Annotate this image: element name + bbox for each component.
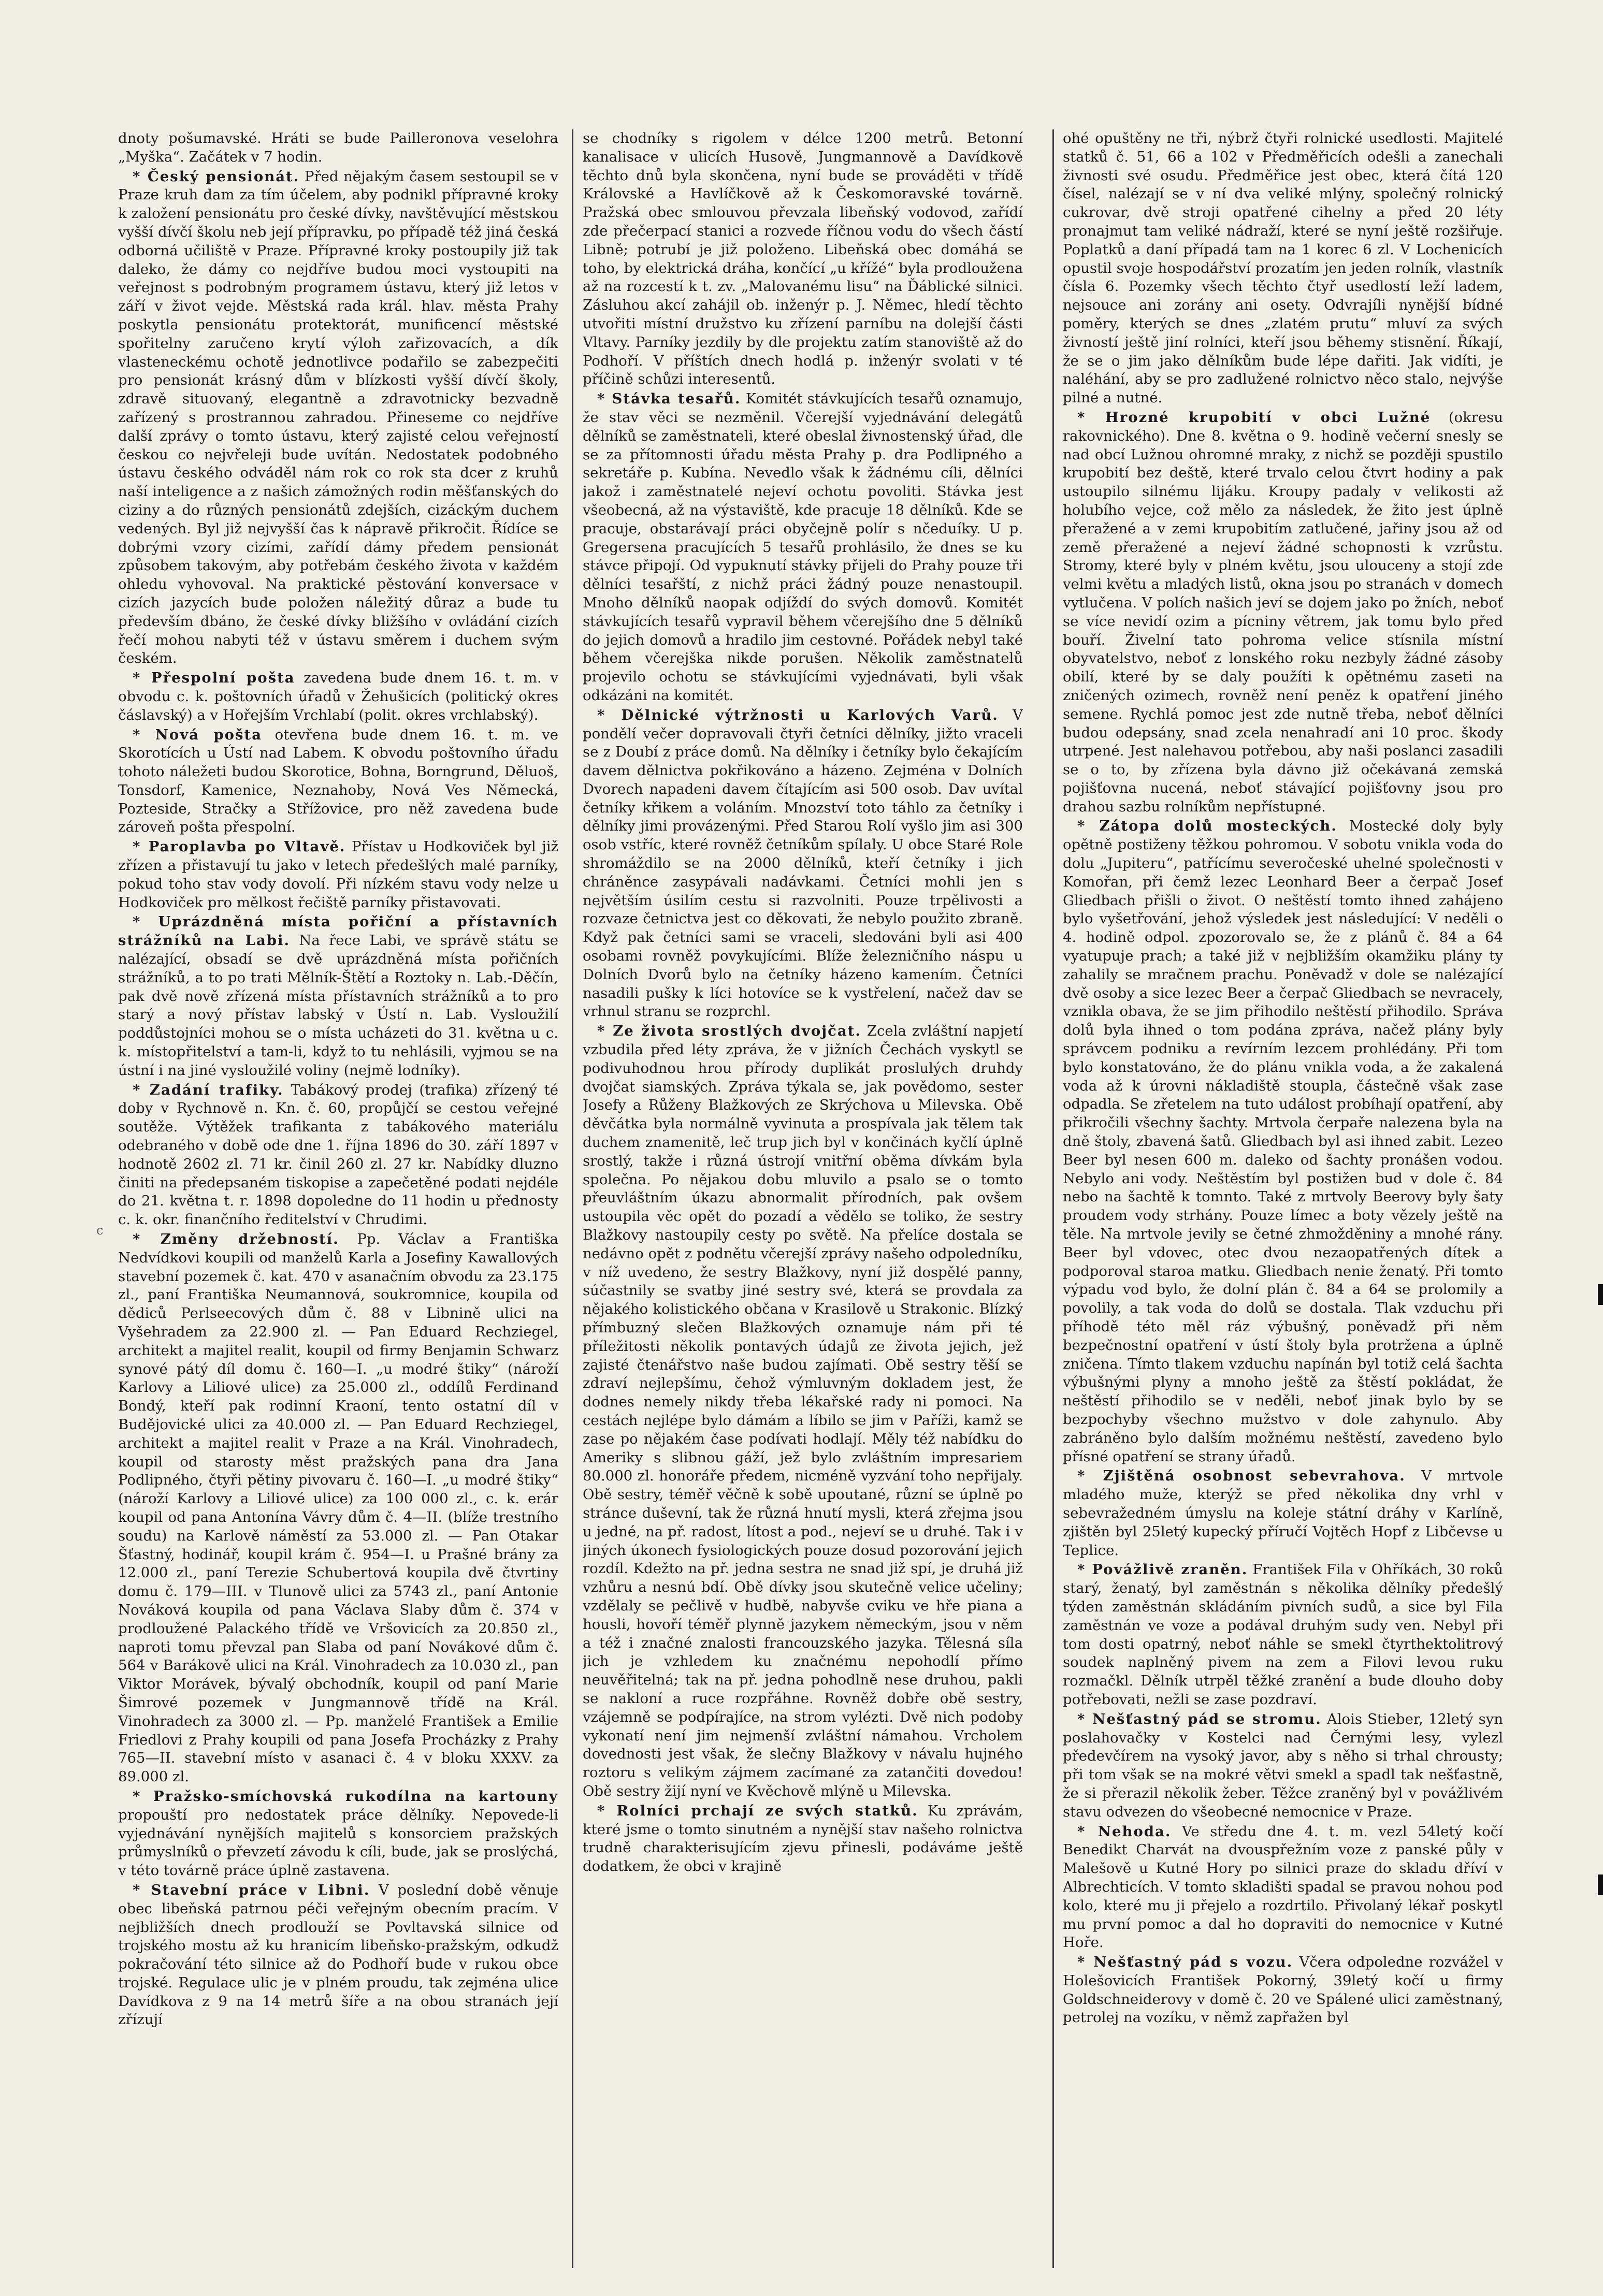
article (118, 726, 558, 837)
article-heading: * Ze života srostlých dvojčat. (597, 1023, 861, 1040)
article-heading: * Povážlivě zraněn. (1077, 1561, 1248, 1578)
column-rule-2 (1052, 129, 1054, 2268)
article (1063, 1953, 1503, 2027)
margin-mark: c (96, 1223, 104, 1238)
column-rule-1 (572, 129, 573, 2268)
article-heading: * Nová pošta (133, 726, 263, 743)
article-text: V mrtvole mladého muže, kterýž se před několika dny vrhl v sebevražedném úmyslu na koleje státní dráhy v Karlíně, zjištěn byl 25letý kupecký příručí Vojtěch Hopf z Libčevse u Teplice. (1063, 1467, 1503, 1559)
article-text: ohé opuštěny ne tři, nýbrž čtyři rolnické usedlosti. Majitelé statků č. 51, 66 a 102 v Předměřicích odešli a zanechali živnosti své osudu. Předměřice jest obec, která čítá 120 čísel, nalézají se v ní dva veliké mlýny, společný rolnický cukrovar, dvě stroji opatřené cihelny a před 20 léty pronajmut tam veliké nádraží, které se nyní ještě rozšiřuje. Poplatků a daní případá tam na 1 korec 6 zl. V Lochenicích opustil svoje hospodářství prozatím jen jeden rolník, vlastník čísla 6. Pozemky všech těchto čtyř usedlostí leží ladem, nejsouce ani zorány ani osety. Odvrajíli nynější bídné poměry, kterých se dnes „zlatém prutu“ mluví za svých živností ještě jiní rolníci, kteří jsou běhemy stisnění. Říkají, že se o jim jako dělníkům bude lépe dařiti. Jak vidíti, je naléhání, aby se pro zadlužené rolnictvo něco stalo, nejvýše pilné a nutné. (1063, 130, 1503, 406)
article (1063, 129, 1503, 408)
article-text: Přístav u Hodkoviček byl již zřízen a přistavují tu jako v letech předešlých malé parníky, pokud toho stav vody dovolí. Při nízkém stavu vody nelze u Hodkoviček pro mělkost řečiště parníky přistavovati. (118, 838, 558, 911)
edge-mark (1598, 1284, 1603, 1305)
article-heading: * Nehoda. (1077, 1823, 1172, 1840)
article-heading: * Paroplavba po Vltavě. (133, 838, 346, 855)
article (118, 669, 558, 724)
article-text: zavedena bude dnem 16. t. m. v obvodu c. k. poštovních úřadů v Žehušicích (politický okres čáslavský) a v Hořejším Vrchlabí (polit. okres vrchlabský). (118, 670, 558, 723)
article-text: dnoty pošumavské. Hráti se bude Pailleronova veselohra „Myška“. Začátek v 7 hodin. (118, 130, 558, 165)
article-text: Komitét stávkujících tesařů oznamujo, že stav věci se nezměnil. Včerejší vyjednávání delegátů dělníků se zaměstnateli, které obeslal živnostenský úřad, dle se za přítomnosti úřadu města Prahy p. dra Podlipného a sekretáře p. Kubína. Nevedlo však k žádnému cíli, dělníci jakož i zaměstnatelé nejeví ochotu povoliti. Stávka jest všeobecná, až na výstaviště, kde pracuje 18 dělníků. Kde se pracuje, obstarávají práci obyčejně polír s nčeduíky. U p. Gregersena pracujících 5 tesařů prohlásilo, že dnes se ku stávce připojí. Od vypuknutí stávky přijeli do Prahy pouze tři dělníci tesařští, z nichž práci žádný pouze nenastoupil. Mnoho dělníků naopak odjíždí do svých domovů. Komitét stávkujících tesařů vypravil během včerejšího dne 5 dělníků do jejich domovů a hradilo jim cestovné. Pořádek nebyl také během včerejška nikde porušen. Několik zaměstnatelů projevilo ochotu se stávkujícími vyjednávati, byli však odkázáni na komitét. (583, 390, 1023, 704)
article-text: Tabákový prodej (trafika) zřízený té doby v Rychnově n. Kn. č. 60, propůjčí se cestou veřejné soutěže. Výtěžek trafikanta z tabákového materiálu odebraného v době ode dne 1. října 1896 do 30. září 1897 v hodnotě 2602 zl. 71 kr. činil 260 zl. 27 kr. Nabídky dluzno činiti na předepsaném tiskopise a zapečetěné podati nejdéle do 21. května t. r. 1898 dopoledne do 11 hodin u přednosty c. k. okr. finančního ředitelství v Chrudimi. (118, 1081, 558, 1228)
article (583, 706, 1023, 1022)
article (583, 129, 1023, 389)
article-text: se chodníky s rigolem v délce 1200 metrů. Betonní kanalisace v ulicích Husově, Jungmannově a Davídkově těchto dnů byla skončena, nyní bude se prováděti v třídě Královské a Havlíčkově až k Českomoravské továrně. Pražská obec smlouvou převzala libeňský vodovod, zařídí zde přečerpací stanici a rozvede říčnou vodu do všech částí Libně; potrubí je již položeno. Libeňská obec domáhá se toho, by elektrická dráha, končící „u křížé“ byla prodloužena až na rozcestí k t. zv. „Malovanému lisu“ na Ďáblické silnici. Zásluhou akcí zahájil ob. inženýr p. J. Němec, hledí těchto utvořiti místní družstvo ku zřízení parníbu na dolejší části Vltavy. Parníky jezdily by dle projektu zatím stanoviště až do Podhoří. V příštích dnech hodlá p. inženýr svolati v té příčině schůzi interesentů. (583, 130, 1023, 388)
article-text: otevřena bude dnem 16. t. m. ve Skorotících u Ústí nad Labem. K obvodu poštovního úřadu tohoto náležeti budou Skorotice, Bohna, Borngrund, Děluoš, Tonsdorf, Kamenice, Neznahoby, Nová Ves Německá, Pozteside, Stračky a Střížovice, pro něž zavedena bude zároveň pošta přespolní. (118, 726, 558, 836)
article-text: (okresu rakovnického). Dne 8. května o 9. hodině večerní snesly se nad obcí Lužnou ohromné mraky, z nichž se později spustilo krupobití bez deště, které trvalo celou čtvrt hodiny a pak ustoupilo silnému lijáku. Kroupy padaly v velikosti až holubího vejce, což mělo za následek, že žito jest úplně přeražené a v zemi krupobitím zatlučené, jařiny jsou až od země přeražené a nejeví žádné schopnosti k vzrůstu. Stromy, které byly v plném květu, jsou ulouceny a stojí zde velmi květu a mladých listů, okna jsou po stranách v domech vytlučena. V polích našich jeví se dojem jako po žních, neboť se více nevidí ozim a pícniny větrem, jak tomu bylo před bouří. Živelní tato pohroma velice stísnila místní obyvatelstvo, neboť z lonského roku nezbyly žádné zásoby obilí, které by se daly použíti k opětnému zaseti na zničených ozimech, rovněž není peněz k opatření jiného semene. Rychlá pomoc jest zde nutně třeba, neboť dělníci budou odepsány, snad zcela nenahradí ani 10 proc. škody utrpené. Jest nalehavou potřebou, aby naši poslanci zasadili se o to, by zřízena byla dávno již očekávaná zemská pojišťovna nucená, neboť stávající pojišťovny jsou pro drahou sazbu rolníkům nepřístupné. (1063, 409, 1503, 815)
article (118, 1230, 558, 1786)
article-heading: * Nešťastný pád se stromu. (1077, 1710, 1322, 1727)
article (118, 129, 558, 167)
article (118, 1081, 558, 1229)
article-heading: * Hrozné krupobití v obci Lužné (1077, 409, 1431, 426)
article (1063, 409, 1503, 817)
article (583, 1802, 1023, 1876)
article (118, 168, 558, 669)
article (1063, 817, 1503, 1466)
article-text: Na řece Labi, ve správě státu se nalézající, obsadí se dvě uprázdněná místa pořičních strážníků, a to po trati Mělník-Štětí a Roztoky n. Lab.-Děčín, pak dvě nově zřízená místa přístavních strážníků a to pro starý a nový přístav labský v Ústí n. Lab. Vysloužilí poddůstojníci mohou se o místa ucházeti do 31. května u c. k. místopřitelství a tam-li, když to tu nehlásili, vyjmou se na ústní i na jiné vysloužilé voliny (nejmě lodníky). (118, 932, 558, 1079)
column-2 (583, 129, 1023, 2268)
article-heading: * Změny držebností. (133, 1231, 339, 1248)
article-heading: * Zadání trafiky. (133, 1081, 284, 1098)
article-text: V poslední době věnuje obec libeňská patrnou péči veřejným obecním pracím. V nejbližších dnech prodlouží se Povltavská silnice od trojského mostu až ku hranicím libeňsko-pražským, odkudž pokračování této silnice až do Podhoří bude v rukou obce trojské. Regulace ulic je v plném proudu, tak zejména ulice Davídkova z 9 na 14 metrů šíře a na obou stranách její zřízují (118, 1881, 558, 2028)
article-heading: * Dělnické výtržnosti u Karlových Varů. (597, 706, 999, 723)
article (583, 1022, 1023, 1800)
article-heading: * Český pensionát. (133, 168, 300, 185)
article (1063, 1561, 1503, 1709)
article-text: Pp. Václav a Františka Nedvídkovi koupili od manželů Karla a Josefiny Kawallových stavební pozemek č. kat. 470 v asanačním obvodu za 23.175 zl., paní Františka Neumannová, soukromnice, koupila od dědiců Perlseecových dům č. 88 v Libnině ulici na Vyšehradem za 22.900 zl. — Pan Eduard Rechziegel, architekt a majitel realit, koupil od firmy Benjamin Schwarz synové pátý díl domu č. 160—I. „u modré štiky“ (nároží Karlovy a Liliové ulice) za 25.000 zl., oddílů Ferdinand Bondý, kteří pak rodinní Kraoní, tento ostatní díl v Budějovické ulici za 40.000 zl. — Pan Eduard Rechziegel, architekt a majitel realit v Praze a na Král. Vinohradech, koupil od starosty měst pražských pana dra Jana Podlipného, čtyři pětiny pivovaru č. 160—I. „u modré štiky“ (nároží Karlovy a Liliové ulice) za 100 000 zl., c. k. erár koupil od pana Antonína Vávry dům č. 4—II. (blíže trestního soudu) na Karlově náměstí za 53.000 zl. — Pan Otakar Šťastný, hodinář, koupil krám č. 954—I. u Prašné brány za 12.000 zl., paní Terezie Schubertová koupila dvě čtvrtiny domu č. 179—III. v Tlunově ulici za 5743 zl., paní Antonie Nováková koupila od pana Václava Slaby dům č. 374 v prodloužené Palackého třídě ve Vršovicích za 20.850 zl., naproti tomu převzal pan Slaba od paní Novákové dům č. 564 v Barákově ulici na Král. Vinohradech za 10.030 zl., pan Viktor Morávek, bývalý obchodník, koupil od paní Marie Šimrové pozemek v Jungmannově třídě na Král. Vinohradech za 3000 zl. — Pp. manželé František a Emilie Friedlovi z Prahy koupili od pana Josefa Procházky z Prahy 765—II. stavební místo v asanaci č. 4 v bloku XXXV. za 89.000 zl. (118, 1231, 558, 1785)
article-heading: * Uprázdněná místa pořiční a přístavních strážníků na Labi. (118, 913, 558, 949)
column-3 (1063, 129, 1503, 2268)
article-heading: * Nešťastný pád s vozu. (1077, 1954, 1293, 1971)
article-heading: * Stavební práce v Libni. (133, 1881, 370, 1898)
article-text: propouští pro nedostatek práce dělníky. Nepovede-li vyjednávání nynějších majitelů s konsorciem pražských průmyslníků o převzetí závodu k cíli, bude, jak se proslýchá, v této továrně práce úplně zastavena. (118, 1806, 558, 1879)
article (583, 390, 1023, 705)
article (118, 838, 558, 912)
article-text: Zcela zvláštní napjetí vzbudila před léty zpráva, že v jižních Čechách vyskytl se podivuhodnou hrou přírody duplikát proslulých druhdy dvojčat siamských. Zpráva týkala se, jak povědomo, sester Josefy a Růženy Blažkových ze Skrýchova u Milevska. Obě děvčátka byla normálně vyvinuta a prospívala jak tělem tak duchem znamenitě, leč trup jich byl v končinách kyčlí úplně srostlý, takže i různá ústrojí vnitřní oběma dívkám byla společna. Po nějakou dobu mluvilo a psalo se o tomto přeuvláštním úkazu abnormalit přírodních, pak ovšem ustoupila věc opět do pozadí a vědělo se toliko, že sestry Blažkovy nastoupily cesty po světě. Na přelíce dostala se nedávno opět z podnětu včerejší zprávy našeho odpoledníku, v níž uvedeno, že sestry Blažkovy, nyní již dospělé panny, súčastnily se svatby jiné sestry své, která se provdala za nějakého kolistického občana v Krasilově u Strakonic. Blízký přímbuzný slečen Blažkových oznamuje nám při té příležitosti několik pontavých údajů ze života jejich, jež zajisté čtenářstvo naše budou zajímati. Obě sestry těší se zdraví nejlepšímu, čehož výmluvným dokladem jest, že dodnes nemely nikdy třeba lékařské rady ni pomoci. Na cestách nejlépe bylo dámám a líbilo se jim v Paříži, kamž se zase po nějakém čase podívati hodlají. Měly též nabídku do Ameriky s slibnou gáží, jež bylo zvláštním impresariem 80.000 zl. honoráře předem, nicméně vyzvání toho nepřijaly. Obě sestry, téměř věčně k sobě upoutané, různí se úplně po stránce duševní, tak že různá hnutí mysli, která zřejma jsou u jedné, na př. radost, lítost a pod., nejeví se u druhé. Tak i v jiných úkonech fysiologických pouze dosud pozorování jejich rozdíl. Kdežto na př. jedna sestra ne snad již spí, je druhá již vzhůru a nesnú bdí. Obě dívky jsou skutečně velice učeliny; vzdělaly se pečlivě v hudbě, nabyvše cviku ve hře piana a housli, hovoří téměř plynně jazykem německým, jsou v něm a též i značné znalosti francouzského jazyka. Tělesná síla jich je vzhledem ku značnému nepohodlí přímo neuvěřitelná; tak na př. jedna pohodlně nese druhou, pakli se nakloní a ruce rozpřáhne. Rovněž dobře obě sestry, vzájemně se podpírajíce, na strom vylézti. Dvě nich podoby vykonatí není jim nejmenší zvláštní námahou. Vrcholem dovednosti jest však, že slečny Blažkovy v návalu hujného roztoru s velikým zájmem zacímané za zatančiti dovedou! Obě sestry žijí nyní ve Kvěchově mlýně u Milevska. (583, 1023, 1023, 1799)
article-heading: * Zjištěná osobnost sebevrahova. (1077, 1467, 1406, 1485)
article-text: František Fila v Ohříkách, 30 roků starý, ženatý, byl zaměstnán s několika dělníky předešlý týden zaměstnán skládáním pivních sudů, a sice byl Fila zaměstnán ve voze a podával druhým sudy ven. Nebyl při tom dosti opatrný, neboť náhle se smekl čtyrthektolitrový soudek naplněný pivem na zem a Filovi levou ruku rozmačkl. Dělník utrpěl těžké zranění a bude dlouho doby potřebovati, nežli se zase pozdraví. (1063, 1561, 1503, 1708)
article (118, 913, 558, 1080)
article-text: Mostecké doly byly opětně postiženy těžkou pohromou. V sobotu vnikla voda do dolu „Jupiteru“, patřícímu severočeské uhelné společnosti v Komořan, při čemž lezec Leonhard Beer a čerpač Josef Gliedbach přišli o život. O neštěstí tomto ihned zahájeno bylo vyšetřování, jehož výsledek jest následující: V neděli o 4. hodině odpol. zpozorovalo se, že z plánů č. 84 a 64 vyatupuje prach; a také již v nejbližším okamžiku plány ty zahalily se mračnem prachu. Poněvadž v dole se nalézající dvě osoby a sice lezec Beer a čerpač Gliedbach se nevracely, vznikla obava, že se jim přihodilo neštěstí přihodilo. Správa dolů byla ihned o tom podána zpráva, načež plány byly správcem podniku a revírním lezcem prohlédány. Při tom bylo konstatováno, že do plánu vnikla voda, a že zakalená voda až k úrovni nákladiště stoupla, částečně však zase odpadla. Se zřetelem na tuto událost probíhají opatření, aby přikročili všechny šachty. Mrtvola čerpaře nalezena byla na dně štoly, zbavená šatů. Gliedbach byl asi ihned zabit. Lezeo Beer byl nesen 600 m. daleko od šachty pronášen vodou. Nebylo ani vody. Neštěstím byl postižen bud v dole č. 84 nebo na šachtě k tomnto. Také z mrtvoly Beerovy byly šaty proudem vody strhány. Pouze límec a boty vězely ještě na těle. Na mrtvole jevily se četné zhmožděniny a mnohé rány. Beer byl vdovec, otec dvou nezaopatřených dítek a podporoval staroa matku. Gliedbach nenie ženatý. Při tomto výpadu vod bylo, že dolní plán č. 84 a 64 se prolomily a povolily, a tak voda do dolů se dostala. Tlak vzduchu při příhodě této měl ráz výbušný, poněvadž při něm bezpečnostní opatření v ústí štoly byla protržena a úplně zničena. Tímto tlakem vzduchu napínán byl totiž celá šachta výbušnými plyny a mnoho ještě za štěstí pokládat, že neštěstí přihodilo se v neděli, neboť jinak bylo by se bezpochyby všechno mužstvo v dole zahynulo. Aby zabráněno bylo dalším možnému neštěstí, zavedeno bylo přísné opatření se strany úřadů. (1063, 818, 1503, 1465)
article (1063, 1467, 1503, 1560)
article (1063, 1710, 1503, 1822)
article-text: Před nějakým časem sestoupil se v Praze kruh dam za tím účelem, aby podnikl přípravné kroky k založení pensionátu pro české dívky, navštěvující městskou vyšší dívčí školu neb její přípravku, po případě též jiná česká odborná učiliště v Praze. Přípravné kroky postoupily již tak daleko, že dámy co nejdříve budou moci vystoupiti na veřejnost s podrobným programem ústavu, který již letos v září v život vejde. Městská rada král. hlav. města Prahy poskytla pensionátu protektorát, munificencí městské spořitelny zaručeno krytí výloh zařizovacích, a dík vlasteneckému ochotě jednotlivce podařilo se zabezpečiti pro pensionát krásný dům v blízkosti vyšší dívčí školy, zdravě situovaný, elegantně a zdravotnicky bezvadně zařízený s prostrannou zahradou. Přineseme co nejdříve další zprávy o tomto ústavu, který zajisté celou veřejností českou co nejvřeleji bude uvítán. Nedostatek podobného ústavu českého odváděl nám rok co rok sta dcer z kruhů naší inteligence a z našich zámožných rodin měšťanských do ciziny a do různých pensionátů zdejších, cizáckým duchem vedených. Byl již nejvyšší čas k nápravě přikročit. Řídíce se dobrými vzory cizími, zařídí dámy předem pensionát způsobem takovým, aby potřebám českého života v každém ohledu vyhovoval. Na praktické pěstování konversace v cizích jazycích bude položen náležitý důraz a bude tu především dbáno, že české dívky bližšího v ovládání cizích řečí mohou nabyti též v ústavu směrem i duchem svým českém. (118, 168, 558, 667)
article-heading: * Stávka tesařů. (597, 390, 741, 408)
article-text: Alois Stieber, 12letý syn poslahovačky v Kostelci nad Černými lesy, vylezl předevčírem na vysoký javor, aby s něho si trhal chrousty; při tom však se na mokré větvi smekl a spadl tak nešťastně, že si přerazil několik žeber. Těžce zraněný byl v povážlivém stavu odvezen do všeobecné nemocnice v Praze. (1063, 1710, 1503, 1820)
article-text: Ve středu dne 4. t. m. vezl 54letý kočí Benedikt Charvát na dvouspřežním voze z panské půly v Malešově u Kutné Hory po silnici praze do skladu dříví v Albrechticích. V tomto skladišti spadal se pravou nohou pod kolo, které mu ji přejelo a rozdrtilo. Přivolaný lékař poskytl mu první pomoc a dal ho dopraviti do nemocnice v Kutné Hoře. (1063, 1823, 1503, 1951)
article (118, 1788, 558, 1880)
article-text: Ku zprávám, které jsme o tomto sinutném a nynější stav našeho rolnictva trudně charakterisujícím zjevu přinesli, podáváme ještě dodatkem, že obci v krajině (583, 1802, 1023, 1875)
article-heading: * Pražsko-smíchovská rukodílna na kartouny (133, 1788, 558, 1805)
article-heading: * Zátopa dolů mosteckých. (1077, 818, 1337, 835)
article (1063, 1823, 1503, 1953)
article (118, 1881, 558, 2029)
edge-mark (1598, 1874, 1603, 1895)
column-1 (118, 129, 558, 2253)
article-heading: * Rolníci prchají ze svých statků. (597, 1802, 918, 1819)
article-text: Včera odpoledne rozvážel v Holešovicích František Pokorný, 39letý kočí u firmy Goldschneiderovy v domě č. 20 ve Spálené ulici zaměstnaný, petrolej na vozíku, v němž zapřažen byl (1063, 1954, 1503, 2026)
article-heading: * Přespolní pošta (133, 670, 295, 687)
article-text: V pondělí večer dopravovali čtyři četníci dělníky, jižto vraceli se z Doubí z práce domů. Na dělníky i četníky bylo čekajícím davem dělnictva pokřikováno a házeno. Zejména v Dolních Dvorech napadeni davem čítajícím asi 500 osob. Dav uvítal četníky křikem a voláním. Mnozství toto táhlo za četníky i dělníky jimi provázenými. Před Starou Rolí vyšlo jim asi 300 osob vstříc, které rovněž četníkům spílaly. U obce Staré Role shromáždilo se na 2000 dělníků, kteří četníky i jich chráněnce zasypávali nadávkami. Četníci mohli jen s největším úsilím cestu si razvolniti. Pouze trpělivosti a rozvaze četnictva jest co děkovati, že nebylo použito zbraně. Když pak četníci sami se vraceli, sledováni byli asi 400 osobami rovněž povykujícími. Blíže železničního náspu u Dolních Dvorů bylo na četníky házeno kamením. Četníci nasadili pušky k líci hotovíce se k vystřelení, načež dav se vrhnul stranu se rozprchl. (583, 706, 1023, 1020)
